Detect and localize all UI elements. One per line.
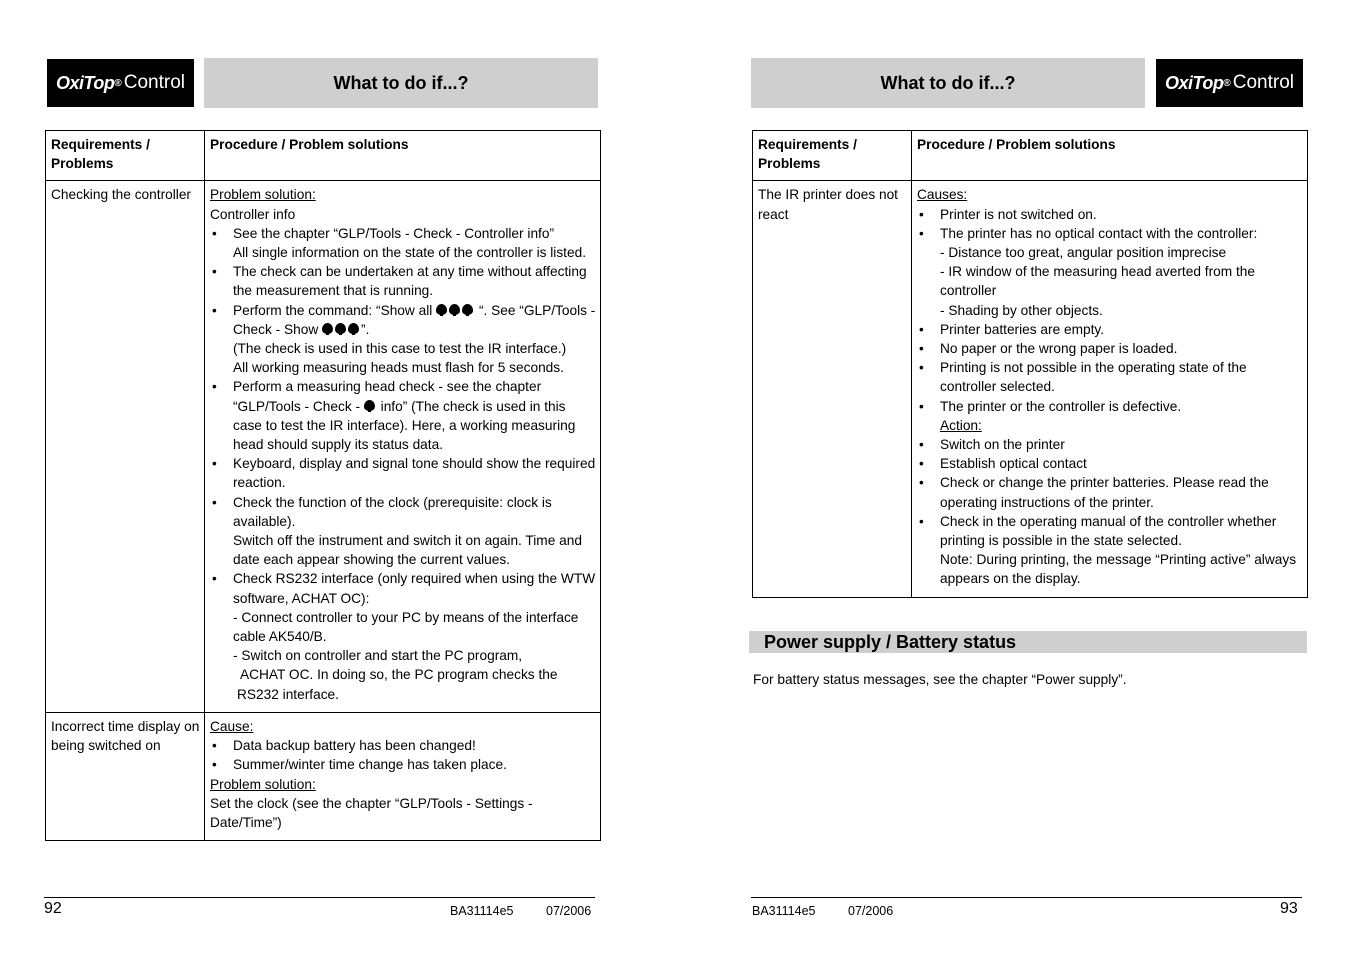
list-item-sub: - IR window of the measuring head averted from the controller: [940, 264, 1255, 299]
solution-cell: [912, 181, 1308, 597]
doc-id-left: BA31114e5: [450, 904, 514, 918]
problem-cell: Incorrect time display on being switched on: [46, 712, 205, 840]
page-number-left: 92: [44, 900, 62, 917]
section-heading: Power supply / Battery status: [749, 631, 1307, 653]
col-header-requirements: Requirements / Problems: [46, 131, 205, 181]
page-header-right: [751, 58, 1145, 108]
problem-solution-label: Problem solution:: [210, 776, 316, 792]
problem-cell: The IR printer does not react: [753, 181, 912, 597]
doc-date-left: 07/2006: [546, 904, 592, 918]
list-item-continuation: Switch off the instrument and switch it on again. Time and date each appear showing the current values.: [233, 533, 582, 568]
measuring-head-icon: [322, 323, 333, 334]
list-item-sub: RS232 interface.: [237, 686, 339, 702]
oxitop-logo-left: OxiTop ® Control: [47, 59, 194, 107]
list-item: • The printer or the controller is defective.: [917, 397, 1303, 416]
solution-text: Set the clock (see the chapter “GLP/Tools - Settings - Date/Time”): [210, 795, 533, 830]
list-item-continuation: (The check is used in this case to test the IR interface.): [233, 341, 567, 357]
doc-date-right: 07/2006: [848, 904, 894, 918]
list-item: • The check can be undertaken at any time without affecting the measurement that is running.: [210, 262, 596, 300]
action-label: Action:: [940, 417, 982, 433]
measuring-head-icon: [348, 323, 359, 334]
measuring-head-icon: [335, 323, 346, 334]
list-item-sub: ACHAT OC. In doing so, the PC program checks the: [240, 667, 558, 683]
footer-rule-left: [44, 897, 595, 898]
table-header-row: [46, 131, 601, 181]
solution-cell: [205, 181, 601, 712]
table-header-row: [753, 131, 1308, 181]
col-header-procedure: Procedure / Problem solutions: [912, 131, 1308, 181]
list-item: • Keyboard, display and signal tone should show the required reaction.: [210, 454, 596, 492]
problem-cell: Checking the controller: [46, 181, 205, 712]
measuring-head-icon: [462, 304, 473, 315]
footer-rule-right: [751, 897, 1302, 898]
measuring-head-icon: [364, 400, 375, 411]
list-item-continuation: All single information on the state of the controller is listed.: [233, 245, 587, 261]
troubleshooting-table-right: [752, 130, 1308, 598]
list-item: • Data backup battery has been changed!: [210, 736, 596, 755]
list-item: • Check the function of the clock (prerequisite: clock is available).: [210, 493, 596, 531]
measuring-head-icon: [436, 304, 447, 315]
col-header-procedure: Procedure / Problem solutions: [205, 131, 601, 181]
col-header-requirements: Requirements / Problems: [753, 131, 912, 181]
cause-label: Cause:: [210, 718, 254, 734]
list-item: • No paper or the wrong paper is loaded.: [917, 339, 1303, 358]
list-item: • Check or change the printer batteries. Please read the operating instructions of the printer.: [917, 473, 1303, 511]
list-item-sub: - Distance too great, angular position imprecise: [940, 245, 1227, 261]
list-item-sub: - Connect controller to your PC by means of the interface cable AK540/B.: [233, 609, 579, 645]
table-row: [46, 712, 601, 840]
list-item: • See the chapter “GLP/Tools - Check - Controller info”: [210, 224, 596, 243]
list-item: • Summer/winter time change has taken place.: [210, 755, 596, 774]
problem-solution-label: Problem solution:: [210, 187, 316, 203]
list-item: • Printer batteries are empty.: [917, 320, 1303, 339]
doc-id-right: BA31114e5: [752, 904, 816, 918]
list-item: • The printer has no optical contact with the controller:: [917, 224, 1303, 243]
list-item: • Check in the operating manual of the controller whether printing is possible in the state selected.: [917, 512, 1303, 550]
list-item: • Establish optical contact: [917, 454, 1303, 473]
list-item: • Perform a measuring head check - see the chapter “GLP/Tools - Check - info” (The check is used in this case to test the IR interface). Here, a working measuring head should supply its status data.: [210, 377, 596, 454]
list-item-sub: - Shading by other objects.: [940, 302, 1103, 318]
page-number-right: 93: [1280, 900, 1298, 917]
list-item: • Perform the command: “Show all “. See “GLP/Tools - Check - Show ”.: [210, 301, 596, 339]
list-item: • Printing is not possible in the operating state of the controller selected.: [917, 358, 1303, 396]
table-row: [753, 181, 1308, 597]
list-item-note: Note: During printing, the message “Printing active” always appears on the display.: [940, 552, 1297, 587]
list-item: • Check RS232 interface (only required when using the WTW software, ACHAT OC):: [210, 569, 596, 607]
page-header-left: [204, 58, 598, 108]
header-title: What to do if...?: [880, 72, 1016, 93]
measuring-head-icon: [449, 304, 460, 315]
list-item: • Switch on the printer: [917, 435, 1303, 454]
header-title: What to do if...?: [333, 72, 469, 93]
list-item-sub: - Switch on controller and start the PC program,: [233, 648, 523, 664]
oxitop-logo-right: OxiTop ® Control: [1156, 59, 1303, 107]
controller-info-label: Controller info: [210, 206, 296, 222]
list-item-continuation: All working measuring heads must flash for 5 seconds.: [233, 360, 564, 376]
section-paragraph: For battery status messages, see the chapter “Power supply”.: [753, 672, 1127, 687]
table-row: [46, 181, 601, 712]
solution-cell: [205, 712, 601, 840]
causes-label: Causes:: [917, 187, 968, 203]
list-item: • Printer is not switched on.: [917, 205, 1303, 224]
troubleshooting-table-left: [45, 130, 601, 841]
